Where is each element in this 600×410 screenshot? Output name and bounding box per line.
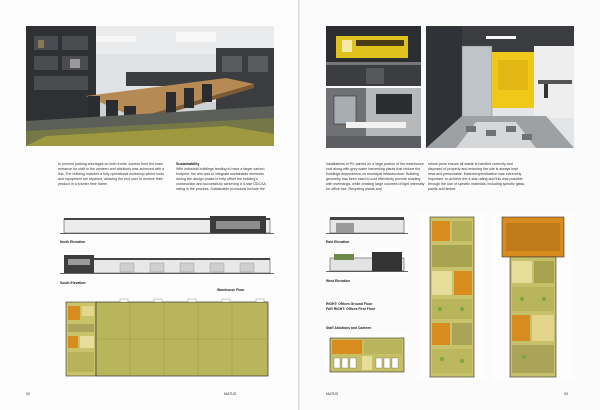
warehouse-floor-caption: Warehouse Floor: [217, 288, 245, 292]
sustainability-heading: Sustainability: [176, 162, 200, 166]
warehouse-floor-plan: [60, 296, 274, 382]
kitchen-photo: [326, 26, 421, 86]
left-body-column-2: [176, 162, 274, 192]
restroom-photo: [326, 88, 421, 148]
right-page: [300, 0, 600, 410]
office-corridor-photo: [426, 26, 574, 148]
offices-first-floor-plan: [492, 213, 574, 381]
right-body-column-2: [428, 162, 526, 192]
west-elevation-caption: West Elevation: [326, 279, 351, 283]
north-elevation-drawing: [60, 213, 274, 237]
east-elevation-drawing: [326, 213, 408, 237]
left-page-number: 92: [26, 392, 30, 396]
right-page-number: 93: [564, 392, 568, 396]
left-col1-text: to prevent parking shortages on both fronts. Access from the main entrance for staff to the canteen and ablutions was achieved with a link. The building includes a fully operational workshop where tools and equipment are repaired, allowing the end user to receive their product in a shorter time frame.: [58, 162, 165, 186]
right-body-column-1: [326, 162, 426, 192]
east-elevation-caption: East Elevation: [326, 240, 350, 244]
left-body-column-1: [58, 162, 168, 187]
office-plans-caption: RIGHT: Offices Ground Floor FAR RIGHT: Offices First Floor: [326, 302, 376, 311]
staff-ablutions-plan: [326, 334, 408, 376]
left-col2-text: With industrial buildings tending to have a larger carbon footprint, the aim was to integrate sustainable elements during the design phase to help offset the building's construction and successfully achieving a 4-star GDCSA rating in the process. Sustainable provisions include the: [176, 167, 266, 191]
staff-ablutions-caption: Staff Ablutions and Canteen: [326, 326, 372, 330]
south-elevation-drawing: [60, 252, 274, 278]
north-elevation-caption: North Elevation: [60, 240, 86, 244]
boardroom-photo: [26, 26, 274, 146]
west-elevation-drawing: [326, 250, 408, 276]
right-footer-label: MATUS: [326, 392, 339, 396]
offices-ground-floor-plan: [418, 213, 486, 381]
south-elevation-caption: South Elevation: [60, 281, 86, 285]
right-col2-text: refuse pens ensure all waste is handled correctly and disposed of properly and ensuring the site is always kept neat and presentable. Material specification was extremely important, to achieve the 4-star rating and this was possible through the use of specific materials, including specific glass, paints and timber.: [428, 162, 526, 191]
left-footer-label: MATUS: [224, 392, 237, 396]
right-col1-text: installations of PV panels on a large portion of the warehouse roof along with grey water harvesting plants that reduce the buildings dependence on municipal infrastructure. Building geometry has been used to cool effectively provide shading with overhangs, while creating large volumes of light internally for office use. Recycling plants and: [326, 162, 425, 191]
